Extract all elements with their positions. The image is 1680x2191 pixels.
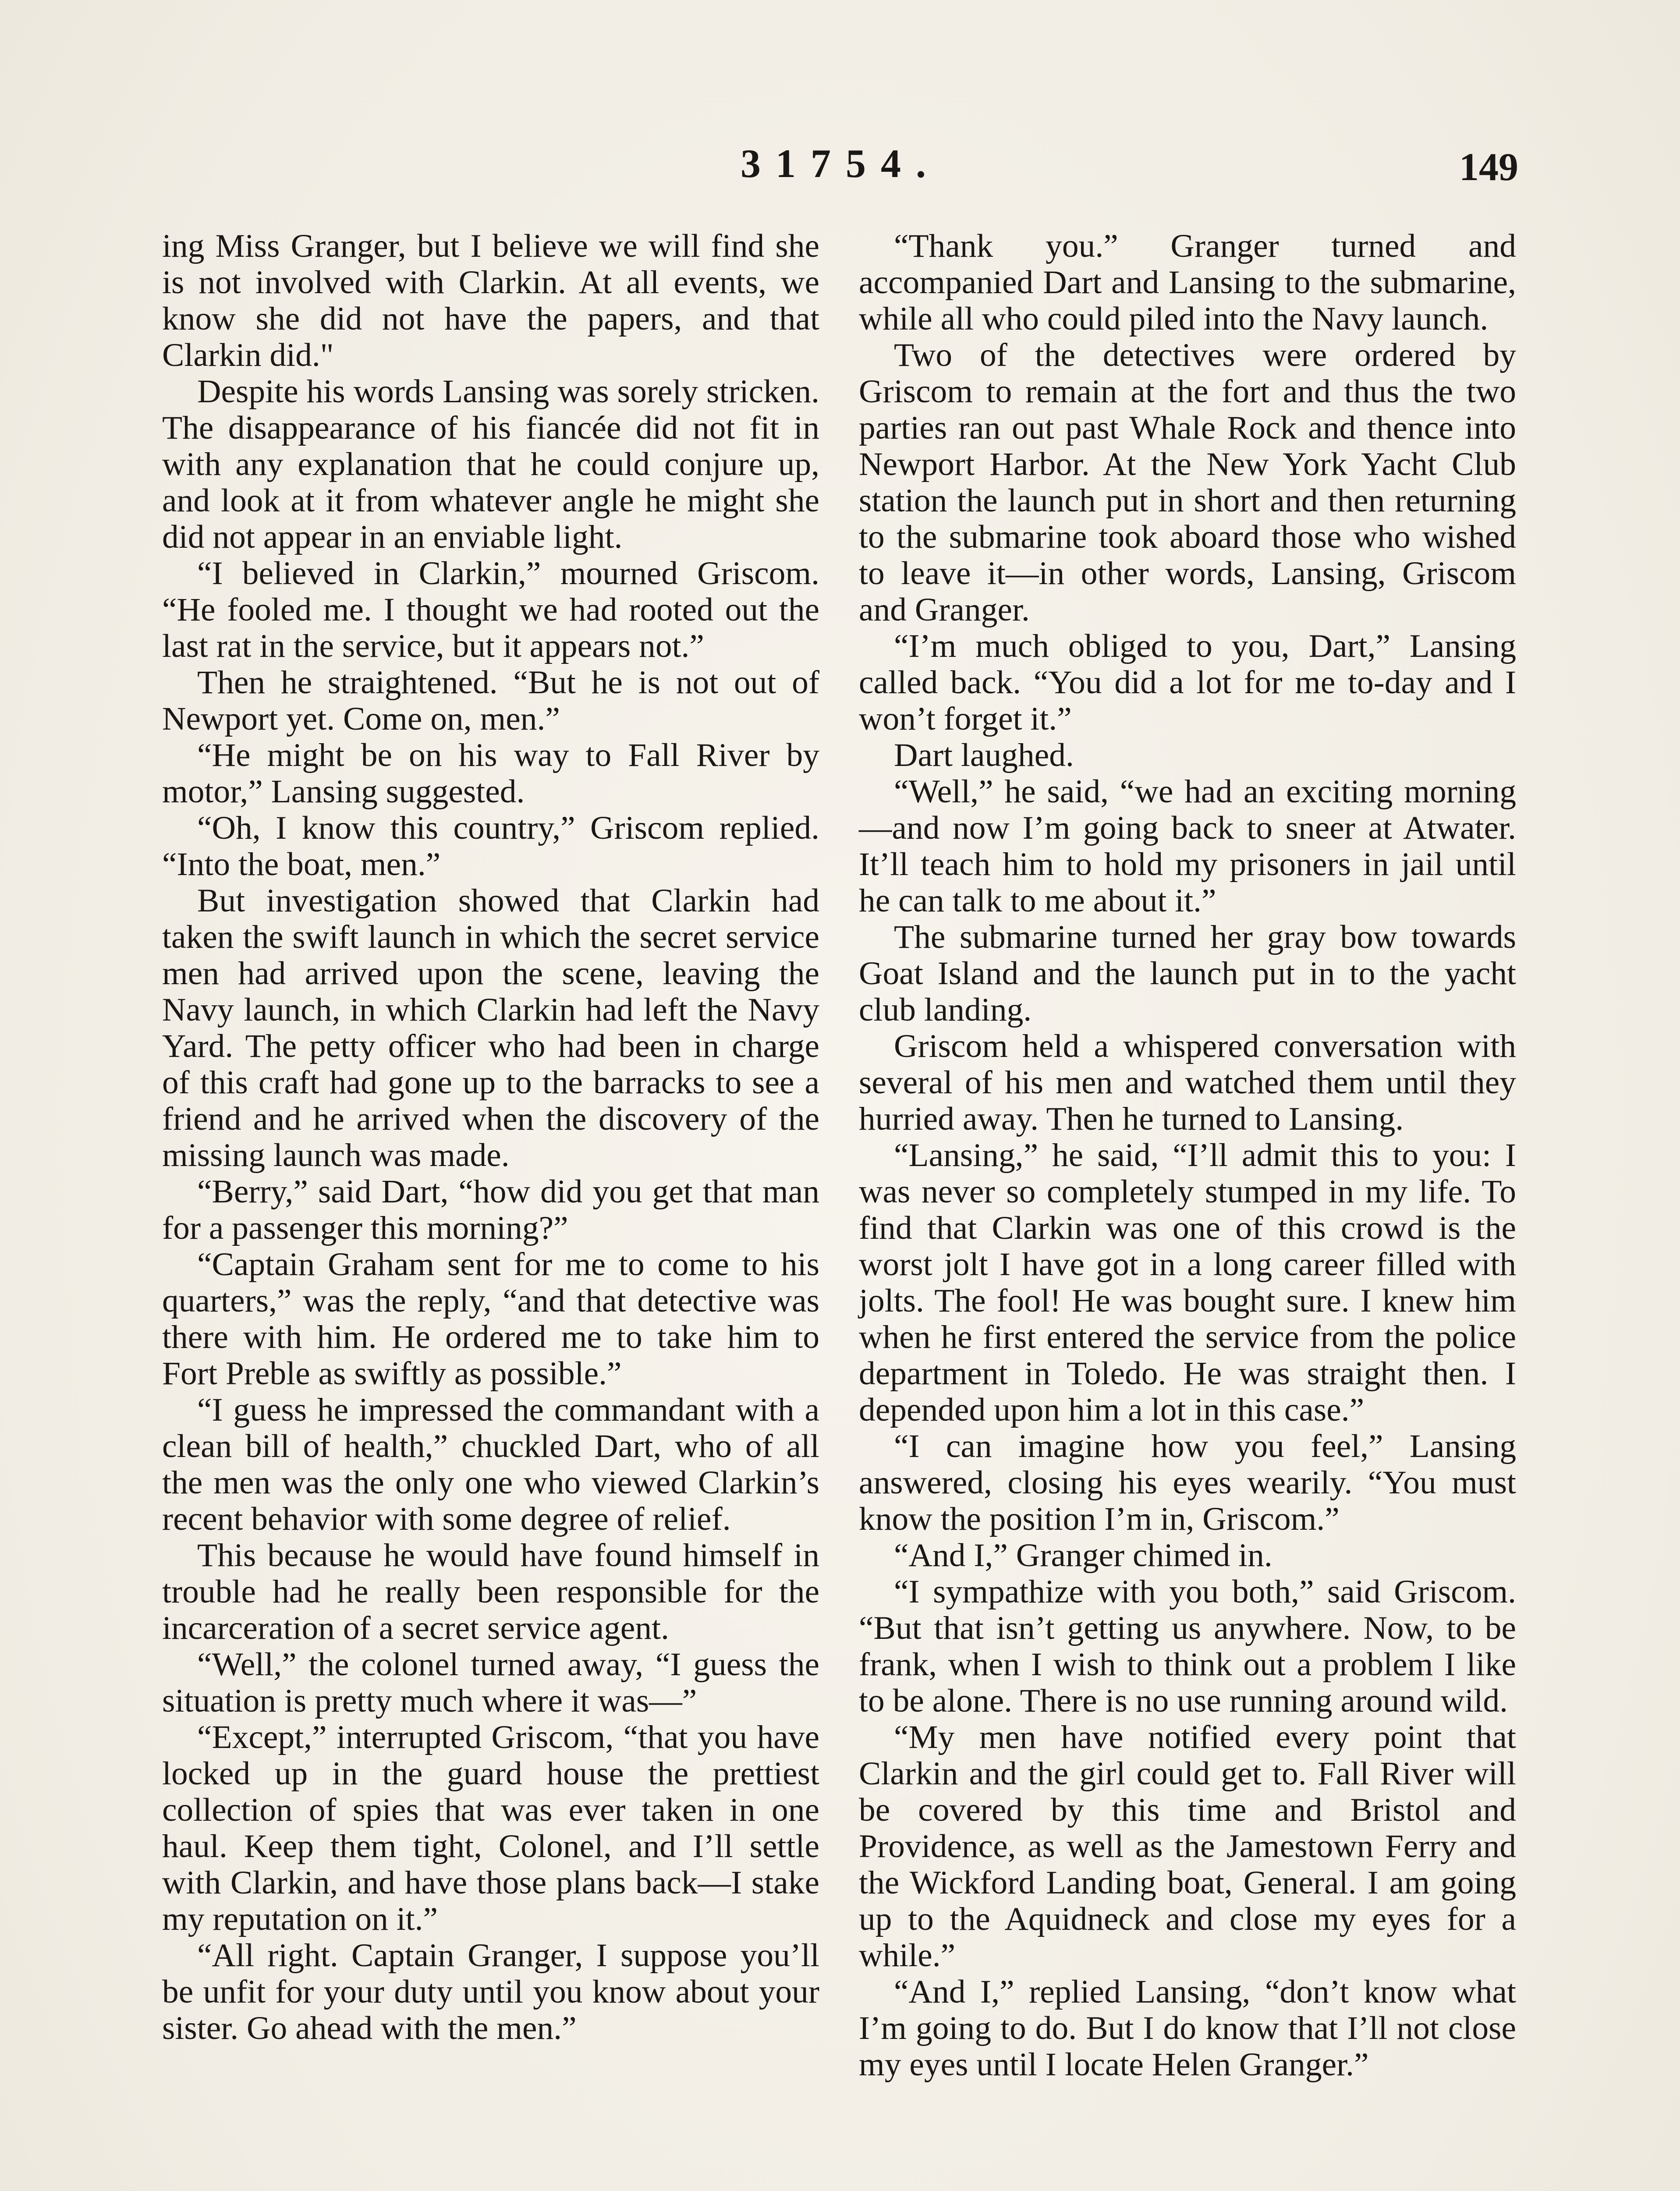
paragraph: This because he would have found himself in trouble had he really been responsible for the incarceration of a secret service agent. [162, 1537, 819, 1646]
paragraph: “I believed in Clarkin,” mourned Griscom. “He fooled me. I thought we had rooted out the last rat in the service, but it appears not.” [162, 555, 819, 664]
paragraph: Then he straightened. “But he is not out of Newport yet. Come on, men.” [162, 664, 819, 737]
paragraph: “Thank you.” Granger turned and accompanied Dart and Lansing to the submarine, while all who could piled into the Navy launch. [859, 228, 1516, 337]
paragraph: “And I,” Granger chimed in. [894, 1537, 1272, 1574]
serial-number: 31754. [741, 141, 941, 186]
left-text-column [162, 228, 819, 2046]
paragraph: Despite his words Lansing was sorely stricken. The disappearance of his fiancée did not fit in with any explanation that he could conjure up, and look at it from whatever angle he might she did not appear in an enviable light. [162, 373, 819, 555]
paragraph: “I can imagine how you feel,” Lansing answered, closing his eyes wearily. “You must know the position I’m in, Griscom.” [859, 1428, 1516, 1537]
paragraph: “Berry,” said Dart, “how did you get that man for a passenger this morning?” [162, 1173, 819, 1246]
paragraph: “Lansing,” he said, “I’ll admit this to you: I was never so completely stumped in my life. To find that Clarkin was one of this crowd is the worst jolt I have got in a long career filled with jolts. The fool! He was bought sure. I knew him when he first entered the service from the police department in Toledo. He was straight then. I depended upon him a lot in this case.” [859, 1137, 1516, 1428]
paragraph: “Except,” interrupted Griscom, “that you have locked up in the guard house the prettiest collection of spies that was ever taken in one haul. Keep them tight, Colonel, and I’ll settle with Clarkin, and have those plans back—I stake my reputation on it.” [162, 1719, 819, 1937]
paragraph: “I guess he impressed the commandant with a clean bill of health,” chuckled Dart, who of all the men was the only one who viewed Clarkin’s recent behavior with some degree of relief. [162, 1392, 819, 1537]
page-number: 149 [1459, 145, 1518, 189]
paragraph: But investigation showed that Clarkin had taken the swift launch in which the secret service men had arrived upon the scene, leaving the Navy launch, in which Clarkin had left the Navy Yard. The petty officer who had been in charge of this craft had gone up to the barracks to see a friend and he arrived when the discovery of the missing launch was made. [162, 883, 819, 1173]
paragraph: “I sympathize with you both,” said Griscom. “But that isn’t getting us anywhere. Now, to be frank, when I wish to think out a problem I like to be alone. There is no use running around wild. [859, 1574, 1516, 1719]
paragraph: The submarine turned her gray bow towards Goat Island and the launch put in to the yacht club landing. [859, 919, 1516, 1028]
paragraph: “Well,” he said, “we had an exciting morning—and now I’m going back to sneer at Atwater. It’ll teach him to hold my prisoners in jail until he can talk to me about it.” [859, 773, 1516, 919]
paragraph: “He might be on his way to Fall River by motor,” Lansing suggested. [162, 737, 819, 810]
paragraph: “Oh, I know this country,” Griscom replied. “Into the boat, men.” [162, 810, 819, 883]
paragraph: ing Miss Granger, but I believe we will find she is not involved with Clarkin. At all events, we know she did not have the papers, and that Clarkin did." [162, 228, 819, 373]
paragraph: “I’m much obliged to you, Dart,” Lansing called back. “You did a lot for me to-day and I won’t forget it.” [859, 628, 1516, 737]
paragraph: “Well,” the colonel turned away, “I guess the situation is pretty much where it was—” [162, 1646, 819, 1719]
paragraph: Two of the detectives were ordered by Griscom to remain at the fort and thus the two parties ran out past Whale Rock and thence into Newport Harbor. At the New York Yacht Club station the launch put in short and then returning to the submarine took aboard those who wished to leave it—in other words, Lansing, Griscom and Granger. [859, 337, 1516, 628]
paragraph: “All right. Captain Granger, I suppose you’ll be unfit for your duty until you know about your sister. Go ahead with the men.” [162, 1937, 819, 2046]
paragraph: “Captain Graham sent for me to come to his quarters,” was the reply, “and that detective was there with him. He ordered me to take him to Fort Preble as swiftly as possible.” [162, 1246, 819, 1392]
paragraph: “And I,” replied Lansing, “don’t know what I’m going to do. But I do know that I’ll not close my eyes until I locate Helen Granger.” [859, 1974, 1516, 2083]
page-header [0, 131, 1680, 202]
right-text-column [859, 228, 1516, 2083]
paragraph: “My men have notified every point that Clarkin and the girl could get to. Fall River will be covered by this time and Bristol and Providence, as well as the Jamestown Ferry and the Wickford Landing boat, General. I am going up to the Aquidneck and close my eyes for a while.” [859, 1719, 1516, 1974]
paragraph: Dart laughed. [894, 737, 1074, 773]
paragraph: Griscom held a whispered conversation with several of his men and watched them until they hurried away. Then he turned to Lansing. [859, 1028, 1516, 1137]
